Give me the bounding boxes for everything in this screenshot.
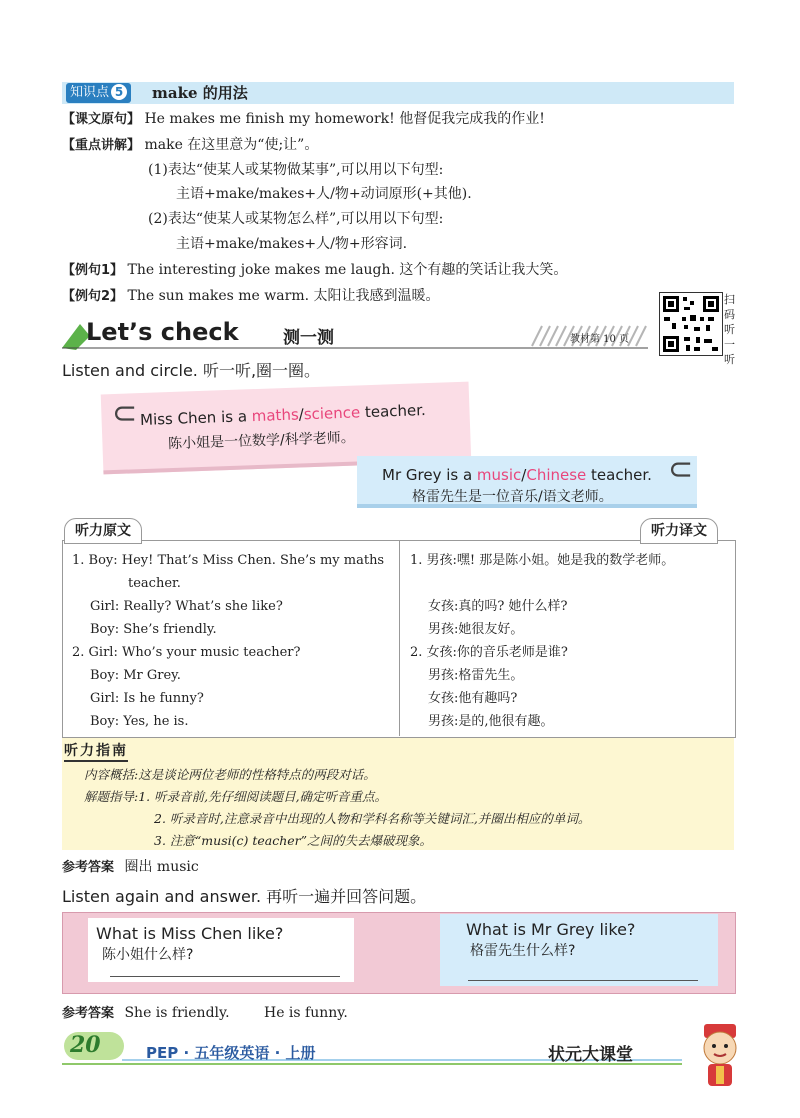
guide-tip-2: 2. 听录音时,注意录音中出现的人物和学科名称等关键词汇,并圈出相应的单词。	[154, 811, 591, 826]
scan-to-listen-label: 扫码听一听	[724, 293, 735, 366]
example-1-tag: 【例句1】	[62, 263, 124, 278]
example-2-tag: 【例句2】	[62, 289, 124, 304]
point-2: (2)表达“使某人或某物怎么样”,可以用以下句型:	[148, 211, 444, 227]
option-science[interactable]: science	[303, 403, 361, 424]
answer-1-text: 圈出 music	[124, 859, 199, 875]
point-1-formula: 主语+make/makes+人/物+动词原形(+其他).	[176, 186, 472, 202]
translation-line: 2. 女孩:你的音乐老师是谁?	[410, 645, 568, 660]
translation-line: 男孩:格雷先生。	[428, 668, 524, 683]
explain-row	[62, 134, 318, 157]
source-sentence: He makes me finish my homework! 他督促我完成我的作业!	[144, 111, 545, 127]
answer-1-row	[62, 856, 199, 879]
knowledge-number: 5	[111, 84, 127, 100]
card-2-text-b: teacher.	[586, 466, 652, 484]
card-1-text-a: Miss Chen is a	[139, 407, 253, 429]
example-2-text: The sun makes me warm. 太阳让我感到温暖。	[127, 288, 440, 304]
source-tag: 【课文原句】	[62, 112, 141, 127]
question-2-chinese: 格雷先生什么样?	[470, 943, 576, 959]
transcript-line: Boy: Mr Grey.	[90, 668, 181, 683]
option-chinese[interactable]: Chinese	[526, 466, 587, 484]
example-1-text: The interesting joke makes me laugh. 这个有趣的笑话让我大笑。	[127, 262, 568, 278]
transcript-divider	[399, 540, 400, 736]
listen-again-instruction: Listen again and answer. 再听一遍并回答问题。	[62, 887, 427, 906]
example-2	[62, 285, 440, 308]
answer-1-line[interactable]	[110, 976, 340, 977]
point-1: (1)表达“使某人或某物做某事”,可以用以下句型:	[148, 162, 444, 178]
transcript-line: 2. Girl: Who’s your music teacher?	[72, 645, 301, 660]
page-number: 20	[70, 1032, 101, 1058]
question-2-english: What is Mr Grey like?	[466, 920, 636, 939]
knowledge-badge-label: 知识点	[70, 85, 110, 100]
paperclip-icon: ⊂	[112, 396, 138, 431]
guide-tip-1: 解题指导:1. 听录音前,先仔细阅读题目,确定听音重点。	[84, 789, 388, 804]
lets-check-title: Let’s check	[86, 318, 239, 346]
guide-summary: 内容概括:这是谈论两位老师的性格特点的两段对话。	[84, 767, 376, 782]
card-2-english	[382, 466, 652, 484]
answer-2-row	[62, 1002, 348, 1025]
translation-line: 男孩:是的,他很有趣。	[428, 714, 554, 729]
card-1-chinese: 陈小姐是一位数学/科学老师。	[167, 429, 355, 453]
transcript-line: Boy: Yes, he is.	[90, 714, 189, 729]
question-1-chinese: 陈小姐什么样?	[102, 947, 194, 963]
example-1	[62, 259, 567, 282]
question-1-english: What is Miss Chen like?	[96, 924, 284, 943]
footer-book-title: PEP · 五年级英语 · 上册	[146, 1044, 316, 1062]
answer-1-tag: 参考答案	[62, 860, 115, 875]
option-maths[interactable]: maths	[251, 405, 300, 426]
card-1-text-b: teacher.	[359, 401, 427, 422]
card-1-slash: /	[298, 405, 305, 424]
transcript-line: Girl: Really? What’s she like?	[90, 599, 283, 614]
card-2-slash: /	[521, 466, 527, 484]
card-2-chinese: 格雷先生是一位音乐/语文老师。	[412, 489, 613, 505]
explain-tag: 【重点讲解】	[62, 138, 141, 153]
guide-tip-3: 3. 注意“musi(c) teacher”之间的失去爆破现象。	[154, 833, 433, 848]
knowledge-title: make 的用法	[152, 84, 248, 102]
option-music[interactable]: music	[476, 466, 522, 484]
translation-line: 1. 男孩:嘿! 那是陈小姐。她是我的数学老师。	[410, 553, 675, 568]
point-2-formula: 主语+make/makes+人/物+形容词.	[176, 236, 408, 252]
transcript-line: Boy: She’s friendly.	[90, 622, 217, 637]
listening-guide-title: 听力指南	[64, 740, 128, 762]
answer-2-text-1: She is friendly.	[124, 1005, 230, 1021]
source-sentence-row	[62, 108, 545, 131]
listen-circle-instruction: Listen and circle. 听一听,圈一圈。	[62, 361, 321, 380]
answer-2-line[interactable]	[468, 980, 698, 981]
card-2-text-a: Mr Grey is a	[382, 466, 477, 484]
lets-check-subtitle: 测一测	[283, 328, 334, 348]
answer-2-text-2: He is funny.	[263, 1005, 348, 1021]
tab-translation: 听力译文	[640, 518, 718, 544]
qr-code-icon[interactable]	[659, 292, 723, 356]
transcript-line: Girl: Is he funny?	[90, 691, 204, 706]
answer-2-tag: 参考答案	[62, 1006, 115, 1021]
mascot-icon	[690, 1022, 750, 1092]
footer-brand: 状元大课堂	[548, 1045, 633, 1065]
paperclip-icon: ⊂	[668, 452, 694, 487]
transcript-line: 1. Boy: Hey! That’s Miss Chen. She’s my maths	[72, 553, 385, 568]
translation-line: 女孩:真的吗? 她什么样?	[428, 599, 568, 614]
explain-text: make 在这里意为“使;让”。	[144, 137, 319, 153]
translation-line: 男孩:她很友好。	[428, 622, 524, 637]
knowledge-badge	[66, 83, 131, 103]
transcript-line: teacher.	[128, 576, 181, 591]
translation-line: 女孩:他有趣吗?	[428, 691, 518, 706]
tab-transcript: 听力原文	[64, 518, 142, 544]
textbook-page-ref: 教材第 10 页	[570, 334, 630, 345]
